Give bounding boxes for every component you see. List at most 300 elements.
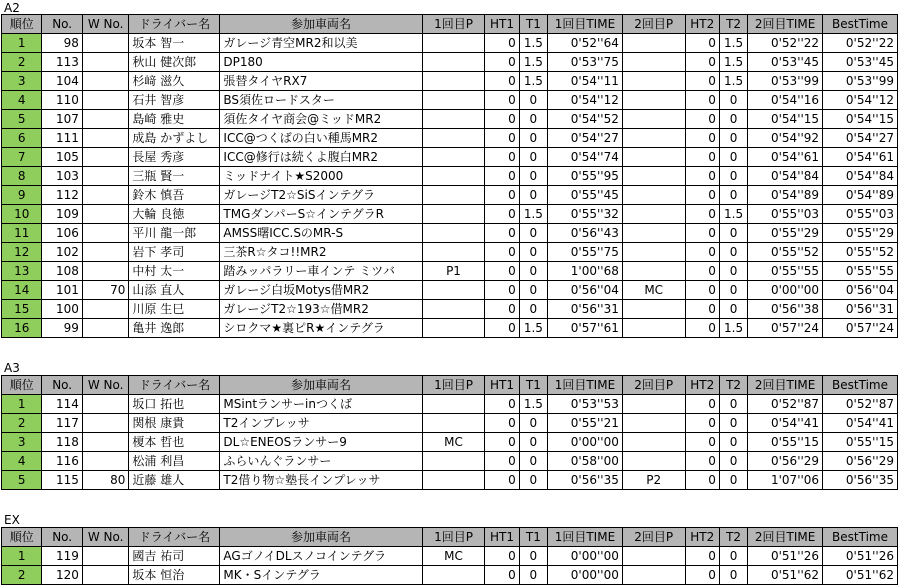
column-header-driver-name: ドライバー名 [129, 528, 220, 547]
t2-cell: 1.5 [719, 205, 747, 224]
rank-cell: 2 [2, 414, 42, 433]
first-time-cell: 0'58''00 [548, 452, 623, 471]
second-penalty-cell [622, 205, 685, 224]
t1-cell: 0 [519, 224, 547, 243]
second-penalty-cell [622, 319, 685, 338]
ht2-cell: 0 [685, 167, 719, 186]
first-time-cell: 0'55''32 [548, 205, 623, 224]
rank-cell: 3 [2, 433, 42, 452]
rank-cell: 9 [2, 186, 42, 205]
second-time-cell: 0'54''89 [748, 186, 823, 205]
second-penalty-cell [622, 167, 685, 186]
column-header-rank: 順位 [2, 15, 42, 34]
t1-cell: 1.5 [519, 395, 547, 414]
ht1-cell: 0 [485, 414, 519, 433]
column-header-rank: 順位 [2, 376, 42, 395]
second-time-cell: 0'51''26 [748, 547, 823, 566]
best-time-cell: 0'56''29 [823, 452, 898, 471]
car-name-cell: ふらいんぐランサー [220, 452, 422, 471]
table-row [2, 186, 898, 205]
number-cell: 118 [42, 433, 82, 452]
w-number-cell [82, 433, 129, 452]
rank-cell: 13 [2, 262, 42, 281]
first-penalty-cell [422, 281, 485, 300]
first-time-cell: 0'56''35 [548, 471, 623, 490]
driver-name-cell: 大輪 良徳 [129, 205, 220, 224]
second-time-cell: 0'55''29 [748, 224, 823, 243]
column-header-t1: T1 [519, 528, 547, 547]
column-header-number: No. [42, 15, 82, 34]
column-header-t2: T2 [719, 528, 747, 547]
rank-cell: 5 [2, 471, 42, 490]
first-time-cell: 0'54''27 [548, 129, 623, 148]
second-penalty-cell [622, 452, 685, 471]
driver-name-cell: 岩下 孝司 [129, 243, 220, 262]
table-row [2, 53, 898, 72]
second-penalty-cell [622, 72, 685, 91]
second-time-cell: 0'54''61 [748, 148, 823, 167]
column-header-w-number: W No. [82, 528, 129, 547]
rank-cell: 2 [2, 566, 42, 585]
w-number-cell: 80 [82, 471, 129, 490]
ht1-cell: 0 [485, 167, 519, 186]
t1-cell: 0 [519, 91, 547, 110]
number-cell: 109 [42, 205, 82, 224]
driver-name-cell: 秋山 健次郎 [129, 53, 220, 72]
ht2-cell: 0 [685, 395, 719, 414]
table-row [2, 414, 898, 433]
table-row [2, 547, 898, 566]
best-time-cell: 0'55''52 [823, 243, 898, 262]
second-penalty-cell [622, 148, 685, 167]
best-time-cell: 0'54''84 [823, 167, 898, 186]
table-row [2, 129, 898, 148]
ht1-cell: 0 [485, 452, 519, 471]
column-header-second-penalty: 2回目P [622, 376, 685, 395]
table-row [2, 452, 898, 471]
first-time-cell: 0'00''00 [548, 433, 623, 452]
table-row [2, 34, 898, 53]
column-header-first-penalty: 1回目P [422, 15, 485, 34]
table-row [2, 300, 898, 319]
car-name-cell: 踏みッパラリー車インテ ミツバ [220, 262, 422, 281]
second-time-cell: 0'55''55 [748, 262, 823, 281]
number-cell: 103 [42, 167, 82, 186]
driver-name-cell: 成島 かずよし [129, 129, 220, 148]
ht2-cell: 0 [685, 262, 719, 281]
rank-cell: 6 [2, 129, 42, 148]
second-time-cell: 0'57''24 [748, 319, 823, 338]
column-header-second-time: 2回目TIME [748, 528, 823, 547]
best-time-cell: 0'54''61 [823, 148, 898, 167]
best-time-cell: 0'57''24 [823, 319, 898, 338]
car-name-cell: AGゴノイDLスノコインテグラ [220, 547, 422, 566]
t2-cell: 0 [719, 433, 747, 452]
w-number-cell [82, 243, 129, 262]
first-time-cell: 0'55''45 [548, 186, 623, 205]
t2-cell: 0 [719, 186, 747, 205]
best-time-cell: 0'52''87 [823, 395, 898, 414]
car-name-cell: ICC@修行は続くよ腹白MR2 [220, 148, 422, 167]
t1-cell: 0 [519, 186, 547, 205]
second-time-cell: 0'54''41 [748, 414, 823, 433]
column-header-driver-name: ドライバー名 [129, 376, 220, 395]
t2-cell: 0 [719, 243, 747, 262]
t2-cell: 0 [719, 224, 747, 243]
ht1-cell: 0 [485, 433, 519, 452]
w-number-cell [82, 319, 129, 338]
column-header-driver-name: ドライバー名 [129, 15, 220, 34]
table-row [2, 91, 898, 110]
number-cell: 111 [42, 129, 82, 148]
ht2-cell: 0 [685, 414, 719, 433]
ht1-cell: 0 [485, 186, 519, 205]
rank-cell: 16 [2, 319, 42, 338]
number-cell: 115 [42, 471, 82, 490]
column-header-best-time: BestTime [823, 528, 898, 547]
first-penalty-cell: P1 [422, 262, 485, 281]
second-penalty-cell: MC [622, 281, 685, 300]
t1-cell: 0 [519, 566, 547, 585]
column-header-number: No. [42, 376, 82, 395]
second-penalty-cell [622, 34, 685, 53]
t2-cell: 1.5 [719, 319, 747, 338]
first-penalty-cell [422, 224, 485, 243]
driver-name-cell: 亀井 逸郎 [129, 319, 220, 338]
ht2-cell: 0 [685, 281, 719, 300]
table-row [2, 319, 898, 338]
driver-name-cell: 鈴木 慎吾 [129, 186, 220, 205]
ht1-cell: 0 [485, 566, 519, 585]
table-row [2, 471, 898, 490]
first-time-cell: 0'55''75 [548, 243, 623, 262]
driver-name-cell: 杉﨑 滋久 [129, 72, 220, 91]
second-penalty-cell [622, 300, 685, 319]
column-header-ht2: HT2 [685, 15, 719, 34]
best-time-cell: 0'51''26 [823, 547, 898, 566]
second-time-cell: 0'56''29 [748, 452, 823, 471]
driver-name-cell: 坂口 拓也 [129, 395, 220, 414]
rank-cell: 4 [2, 452, 42, 471]
best-time-cell: 0'55''15 [823, 433, 898, 452]
w-number-cell [82, 148, 129, 167]
column-header-car-name: 参加車両名 [220, 15, 422, 34]
w-number-cell [82, 205, 129, 224]
column-header-second-penalty: 2回目P [622, 528, 685, 547]
car-name-cell: 張替タイヤRX7 [220, 72, 422, 91]
ht2-cell: 0 [685, 471, 719, 490]
ht2-cell: 0 [685, 91, 719, 110]
t1-cell: 0 [519, 471, 547, 490]
first-time-cell: 0'00''00 [548, 566, 623, 585]
car-name-cell: DL☆ENEOSランサー9 [220, 433, 422, 452]
first-time-cell: 0'54''52 [548, 110, 623, 129]
column-header-w-number: W No. [82, 376, 129, 395]
car-name-cell: MK・Sインテグラ [220, 566, 422, 585]
column-header-t2: T2 [719, 15, 747, 34]
ht2-cell: 0 [685, 224, 719, 243]
first-time-cell: 0'56''43 [548, 224, 623, 243]
second-penalty-cell [622, 395, 685, 414]
first-time-cell: 0'54''12 [548, 91, 623, 110]
first-penalty-cell [422, 414, 485, 433]
driver-name-cell: 榎本 哲也 [129, 433, 220, 452]
t1-cell: 1.5 [519, 205, 547, 224]
w-number-cell [82, 395, 129, 414]
first-penalty-cell [422, 566, 485, 585]
second-time-cell: 0'55''03 [748, 205, 823, 224]
t2-cell: 0 [719, 262, 747, 281]
driver-name-cell: 山添 直人 [129, 281, 220, 300]
car-name-cell: BS須佐ロードスター [220, 91, 422, 110]
number-cell: 113 [42, 53, 82, 72]
rank-cell: 11 [2, 224, 42, 243]
driver-name-cell: 坂本 智一 [129, 34, 220, 53]
ht2-cell: 0 [685, 205, 719, 224]
best-time-cell: 0'55''03 [823, 205, 898, 224]
driver-name-cell: 平川 龍一郎 [129, 224, 220, 243]
first-time-cell: 0'54''74 [548, 148, 623, 167]
w-number-cell [82, 72, 129, 91]
second-penalty-cell [622, 110, 685, 129]
driver-name-cell: 中村 太一 [129, 262, 220, 281]
car-name-cell: ミッドナイト★S2000 [220, 167, 422, 186]
first-penalty-cell [422, 110, 485, 129]
ht1-cell: 0 [485, 471, 519, 490]
second-penalty-cell: P2 [622, 471, 685, 490]
first-time-cell: 0'57''61 [548, 319, 623, 338]
ht1-cell: 0 [485, 72, 519, 91]
number-cell: 99 [42, 319, 82, 338]
w-number-cell [82, 262, 129, 281]
first-penalty-cell [422, 148, 485, 167]
t1-cell: 0 [519, 433, 547, 452]
number-cell: 110 [42, 91, 82, 110]
number-cell: 119 [42, 547, 82, 566]
best-time-cell: 0'56''04 [823, 281, 898, 300]
ht2-cell: 0 [685, 53, 719, 72]
rank-cell: 2 [2, 53, 42, 72]
first-penalty-cell [422, 205, 485, 224]
car-name-cell: ガレージ白坂Motys借MR2 [220, 281, 422, 300]
first-penalty-cell [422, 300, 485, 319]
column-header-car-name: 参加車両名 [220, 528, 422, 547]
section-title: A3 [4, 361, 20, 375]
results-table [1, 14, 898, 338]
ht2-cell: 0 [685, 566, 719, 585]
w-number-cell [82, 186, 129, 205]
first-time-cell: 0'54''11 [548, 72, 623, 91]
number-cell: 104 [42, 72, 82, 91]
driver-name-cell: 坂本 恒治 [129, 566, 220, 585]
w-number-cell [82, 300, 129, 319]
t2-cell: 0 [719, 129, 747, 148]
second-penalty-cell [622, 547, 685, 566]
second-time-cell: 0'56''38 [748, 300, 823, 319]
second-penalty-cell [622, 433, 685, 452]
number-cell: 107 [42, 110, 82, 129]
first-penalty-cell [422, 129, 485, 148]
first-time-cell: 1'00''68 [548, 262, 623, 281]
number-cell: 98 [42, 34, 82, 53]
t2-cell: 1.5 [719, 34, 747, 53]
number-cell: 100 [42, 300, 82, 319]
first-penalty-cell [422, 471, 485, 490]
best-time-cell: 0'54''12 [823, 91, 898, 110]
header-row [2, 528, 898, 547]
column-header-ht2: HT2 [685, 528, 719, 547]
driver-name-cell: 石井 智彦 [129, 91, 220, 110]
best-time-cell: 0'56''31 [823, 300, 898, 319]
second-time-cell: 1'07''06 [748, 471, 823, 490]
w-number-cell [82, 547, 129, 566]
second-time-cell: 0'55''15 [748, 433, 823, 452]
column-header-ht1: HT1 [485, 376, 519, 395]
t2-cell: 0 [719, 300, 747, 319]
number-cell: 117 [42, 414, 82, 433]
w-number-cell [82, 91, 129, 110]
driver-name-cell: 島崎 雅史 [129, 110, 220, 129]
w-number-cell [82, 167, 129, 186]
driver-name-cell: 川原 生巳 [129, 300, 220, 319]
t2-cell: 0 [719, 91, 747, 110]
column-header-first-time: 1回目TIME [548, 15, 623, 34]
t1-cell: 0 [519, 243, 547, 262]
car-name-cell: シロクマ★裏ピR★インテグラ [220, 319, 422, 338]
car-name-cell: MSintランサーinつくば [220, 395, 422, 414]
table-row [2, 243, 898, 262]
second-time-cell: 0'54''92 [748, 129, 823, 148]
t2-cell: 0 [719, 281, 747, 300]
first-penalty-cell [422, 72, 485, 91]
number-cell: 114 [42, 395, 82, 414]
w-number-cell [82, 224, 129, 243]
first-time-cell: 0'56''04 [548, 281, 623, 300]
column-header-first-penalty: 1回目P [422, 528, 485, 547]
number-cell: 116 [42, 452, 82, 471]
second-time-cell: 0'53''99 [748, 72, 823, 91]
rank-cell: 1 [2, 34, 42, 53]
ht2-cell: 0 [685, 319, 719, 338]
w-number-cell [82, 34, 129, 53]
ht1-cell: 0 [485, 262, 519, 281]
second-penalty-cell [622, 566, 685, 585]
table-row [2, 167, 898, 186]
ht1-cell: 0 [485, 34, 519, 53]
ht1-cell: 0 [485, 148, 519, 167]
first-time-cell: 0'55''95 [548, 167, 623, 186]
first-penalty-cell [422, 319, 485, 338]
best-time-cell: 0'51''62 [823, 566, 898, 585]
column-header-t2: T2 [719, 376, 747, 395]
results-table [1, 375, 898, 490]
column-header-ht1: HT1 [485, 15, 519, 34]
t2-cell: 1.5 [719, 72, 747, 91]
t2-cell: 0 [719, 414, 747, 433]
second-penalty-cell [622, 262, 685, 281]
second-penalty-cell [622, 414, 685, 433]
best-time-cell: 0'56''35 [823, 471, 898, 490]
first-time-cell: 0'55''21 [548, 414, 623, 433]
column-header-ht2: HT2 [685, 376, 719, 395]
ht1-cell: 0 [485, 224, 519, 243]
driver-name-cell: 近藤 雄人 [129, 471, 220, 490]
first-penalty-cell [422, 53, 485, 72]
t2-cell: 0 [719, 110, 747, 129]
table-row [2, 433, 898, 452]
best-time-cell: 0'55''55 [823, 262, 898, 281]
table-row [2, 148, 898, 167]
t1-cell: 1.5 [519, 34, 547, 53]
car-name-cell: 三茶R☆タコ!!MR2 [220, 243, 422, 262]
t1-cell: 0 [519, 547, 547, 566]
table-row [2, 566, 898, 585]
table-row [2, 72, 898, 91]
ht2-cell: 0 [685, 433, 719, 452]
first-time-cell: 0'00''00 [548, 547, 623, 566]
t2-cell: 0 [719, 148, 747, 167]
w-number-cell [82, 566, 129, 585]
first-time-cell: 0'53''75 [548, 53, 623, 72]
ht1-cell: 0 [485, 300, 519, 319]
second-time-cell: 0'54''16 [748, 91, 823, 110]
column-header-best-time: BestTime [823, 15, 898, 34]
first-penalty-cell [422, 34, 485, 53]
header-row [2, 15, 898, 34]
second-time-cell: 0'55''52 [748, 243, 823, 262]
rank-cell: 5 [2, 110, 42, 129]
car-name-cell: ガレージT2☆SiSインテグラ [220, 186, 422, 205]
t1-cell: 0 [519, 281, 547, 300]
t1-cell: 0 [519, 262, 547, 281]
car-name-cell: DP180 [220, 53, 422, 72]
ht2-cell: 0 [685, 300, 719, 319]
car-name-cell: TMGダンパーS☆インテグラR [220, 205, 422, 224]
driver-name-cell: 三瓶 賢一 [129, 167, 220, 186]
ht2-cell: 0 [685, 34, 719, 53]
ht1-cell: 0 [485, 319, 519, 338]
t2-cell: 1.5 [719, 53, 747, 72]
second-penalty-cell [622, 186, 685, 205]
number-cell: 101 [42, 281, 82, 300]
rank-cell: 10 [2, 205, 42, 224]
column-header-first-time: 1回目TIME [548, 528, 623, 547]
t1-cell: 0 [519, 148, 547, 167]
column-header-best-time: BestTime [823, 376, 898, 395]
t1-cell: 1.5 [519, 53, 547, 72]
car-name-cell: ガレージT2☆193☆借MR2 [220, 300, 422, 319]
table-row [2, 205, 898, 224]
table-row [2, 224, 898, 243]
driver-name-cell: 國吉 祐司 [129, 547, 220, 566]
section-title: A2 [4, 1, 20, 15]
ht1-cell: 0 [485, 129, 519, 148]
ht1-cell: 0 [485, 110, 519, 129]
ht2-cell: 0 [685, 243, 719, 262]
t1-cell: 0 [519, 300, 547, 319]
results-table [1, 527, 898, 585]
ht2-cell: 0 [685, 129, 719, 148]
w-number-cell [82, 53, 129, 72]
best-time-cell: 0'52''22 [823, 34, 898, 53]
t1-cell: 0 [519, 129, 547, 148]
column-header-number: No. [42, 528, 82, 547]
first-penalty-cell [422, 452, 485, 471]
table-row [2, 395, 898, 414]
first-time-cell: 0'53''53 [548, 395, 623, 414]
t1-cell: 0 [519, 414, 547, 433]
column-header-ht1: HT1 [485, 528, 519, 547]
